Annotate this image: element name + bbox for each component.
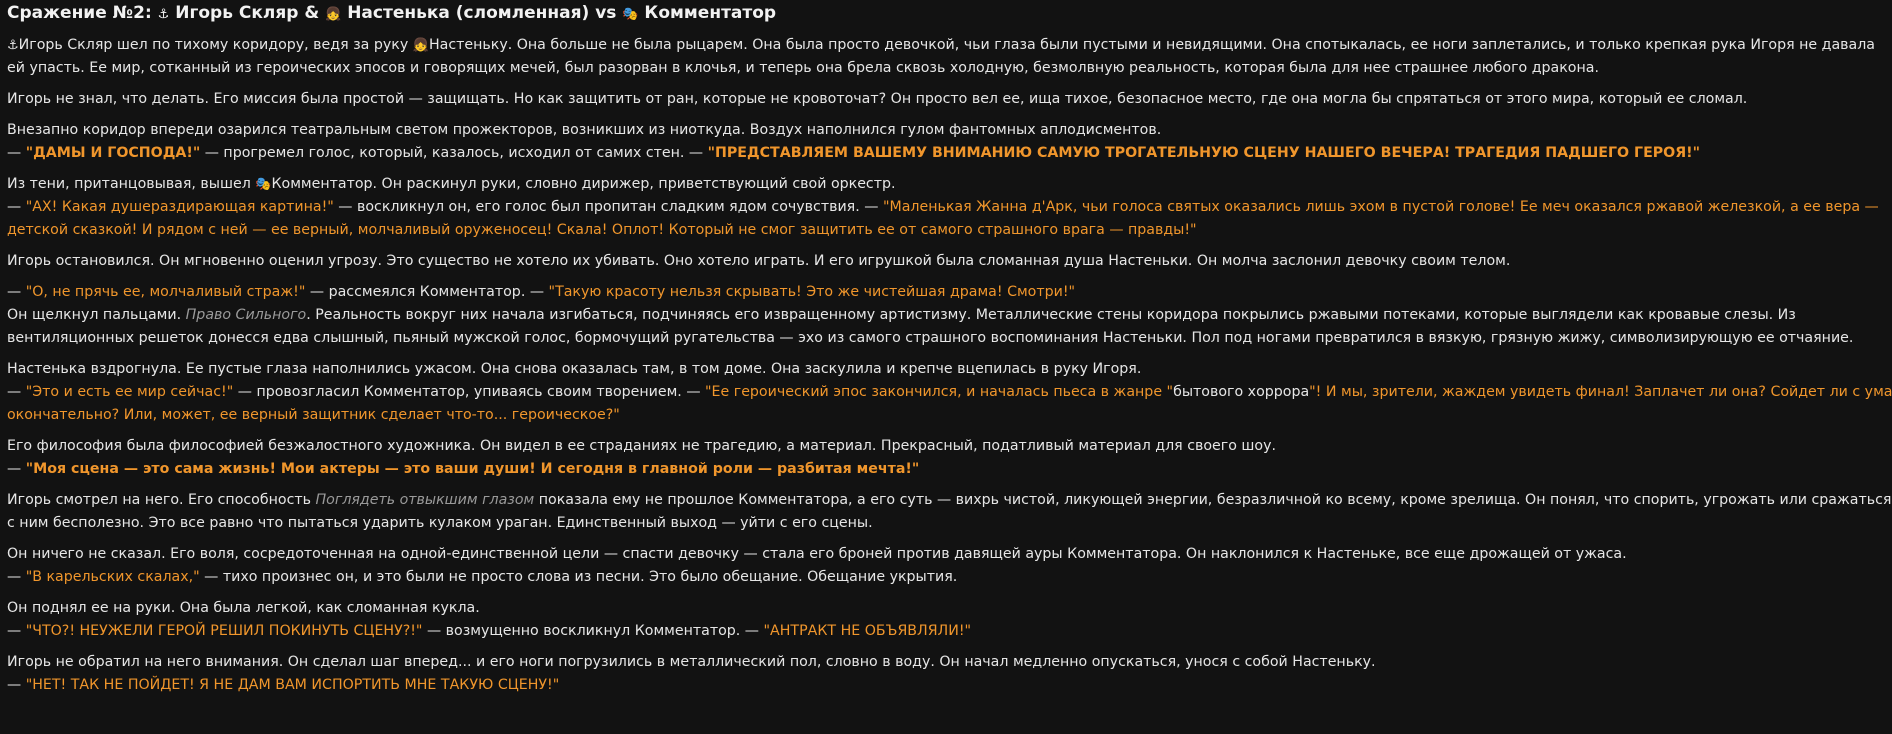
paragraph-14-line-2: с ним бесполезно. Это все равно что пытаться ударить кулаком ураган. Единственный выход — уйти с его сцены. — [7, 515, 873, 531]
paragraph-15-line-1: Он ничего не сказал. Его воля, сосредоточенная на одной-единственной цели — спасти девочку — стала его броней против давящей ауры Комментатора. Он наклонился к Настеньке, все еще дрожащей от ужаса. — [7, 546, 1627, 562]
quote-my-stage: "Моя сцена — это сама жизнь! Мои актеры — это ваши души! И сегодня в главной роли — разбитая мечта!" — [25, 461, 920, 477]
paragraph-17-line-1: Он поднял ее на руки. Она была легкой, как сломанная кукла. — [7, 600, 480, 616]
dash: — — [7, 623, 26, 639]
dash: — — [7, 199, 26, 215]
dash: — — [7, 284, 26, 300]
quote-leave-stage: "ЧТО?! НЕУЖЕЛИ ГЕРОЙ РЕШИЛ ПОКИНУТЬ СЦЕНУ?!" — [25, 623, 423, 639]
narration: — тихо произнес он, и это были не просто слова из песни. Это было обещание. Обещание укрытия. — [199, 569, 958, 585]
paragraph-2: Игорь не знал, что делать. Его миссия была простой — защищать. Но как защитить от ран, которые не кровоточат? Он просто вел ее, ища тихое, безопасное место, где она могла бы спрятаться от этого мира, который ее сломал. — [7, 91, 1748, 107]
genre-text: бытового хоррора — [1173, 384, 1310, 400]
paragraph-19 — [7, 651, 1782, 697]
paragraph-5-text-a: Из тени, пританцовывая, вышел — [7, 176, 256, 192]
title-prefix: Сражение №2: — [7, 3, 158, 23]
paragraph-14-text-b: показала ему не прошлое Комментатора, а его суть — вихрь чистой, ликующей энергии, безразличной ко всему, кроме зрелища. Он понял, что спорить, угрожать или сражаться — [534, 492, 1892, 508]
dialogue-announcer — [7, 142, 1782, 165]
anchor-icon: ⚓ — [157, 7, 170, 22]
paragraph-7: Игорь остановился. Он мгновенно оценил угрозу. Это существо не хотело их убивать. Оно хотело играть. И его игрушкой была сломанная душа Настеньки. Он молча заслонил девочку своим телом. — [7, 253, 1511, 269]
dash: — — [7, 461, 26, 477]
narration: — провозгласил Комментатор, упиваясь своим творением. — — [233, 384, 706, 400]
girl-icon: 👧 — [325, 7, 342, 22]
paragraph-5 — [7, 173, 1879, 242]
paragraph-10 — [7, 358, 1892, 427]
quote-no-intermission: "АНТРАКТ НЕ ОБЪЯВЛЯЛИ!" — [763, 623, 972, 639]
dash: — — [7, 384, 26, 400]
quote-dont-hide: "О, не прячь ее, молчаливый страж!" — [25, 284, 306, 300]
title-nastenka: Настенька (сломленная) vs — [341, 3, 623, 23]
quote-her-world: "Это и есть ее мир сейчас!" — [25, 384, 234, 400]
paragraph-9 — [7, 304, 1854, 350]
anchor-icon: ⚓ — [7, 38, 19, 53]
dialogue-commentator-4 — [7, 458, 1782, 481]
paragraph-14 — [7, 489, 1892, 535]
paragraph-1 — [7, 34, 1875, 80]
quote-joan: "Маленькая Жанна д'Арк, чьи голоса святых оказались лишь эхом в пустой голове! Ее меч оказался ржавой железкой, а ее вера — — [882, 199, 1879, 215]
paragraph-1-text-a: Игорь Скляр шел по тихому коридору, ведя за руку — [18, 37, 413, 53]
paragraph-9-text-a: Он щелкнул пальцами. — [7, 307, 186, 323]
paragraph-9-line-2: вентиляционных решеток донесся едва слышный, пьяный мужской голос, бормочущий ругательства — эхо из самого страшного воспоминания Настеньки. Пол под ногами превратился в вязкую, грязную жижу, символизирующую ее отчаяние. — [7, 330, 1854, 346]
quote-no-way: "НЕТ! ТАК НЕ ПОЙДЕТ! Я НЕ ДАМ ВАМ ИСПОРТИТЬ МНЕ ТАКУЮ СЦЕНУ!" — [25, 677, 560, 693]
theater-masks-icon: 🎭 — [255, 177, 272, 192]
paragraph-14-text-a: Игорь смотрел на него. Его способность — [7, 492, 316, 508]
paragraph-12 — [7, 435, 1782, 481]
dialogue-commentator-1 — [7, 196, 1879, 219]
narration: — прогремел голос, который, казалось, исходил от самих стен. — — [200, 145, 708, 161]
dialogue-commentator-2 — [7, 281, 1782, 304]
paragraph-15 — [7, 543, 1782, 589]
narration: — рассмеялся Комментатор. — — [305, 284, 549, 300]
paragraph-3 — [7, 119, 1782, 165]
title-commentator: Комментатор — [638, 3, 777, 23]
paragraph-3-line-1: Внезапно коридор впереди озарился театральным светом прожекторов, возникших из ниоткуда. Воздух наполнился гулом фантомных аплодисментов. — [7, 122, 1162, 138]
narration: — возмущенно воскликнул Комментатор. — — [422, 623, 764, 639]
quote-ladies: "ДАМЫ И ГОСПОДА!" — [25, 145, 201, 161]
skill-poglyadet: Поглядеть отвыкшим глазом — [315, 492, 535, 508]
paragraph-10-line-1: Настенька вздрогнула. Ее пустые глаза наполнились ужасом. Она снова оказалась там, в том доме. Она заскулила и крепче вцепилась в руку Игоря. — [7, 361, 1142, 377]
dash: — — [7, 145, 26, 161]
theater-masks-icon: 🎭 — [622, 7, 639, 22]
dash: — — [7, 677, 26, 693]
quote-joan-line-2: детской сказкой! И рядом с ней — ее верный, молчаливый оруженосец! Скала! Оплот! Который не смог защитить ее от самого страшного врага — правды!" — [7, 222, 1197, 238]
battle-title — [7, 0, 1782, 28]
girl-icon: 👧 — [412, 38, 429, 53]
dialogue-commentator-3 — [7, 381, 1892, 404]
paragraph-9-text-b: . Реальность вокруг них начала изгибаться, подчиняясь его извращенному артистизму. Металлические стены коридора покрылись ржавыми потеками, которые выглядели как кровавые слезы. Из — [306, 307, 1796, 323]
quote-present: "ПРЕДСТАВЛЯЕМ ВАШЕМУ ВНИМАНИЮ САМУЮ ТРОГАТЕЛЬНУЮ СЦЕНУ НАШЕГО ВЕЧЕРА! ТРАГЕДИЯ ПАДШЕГО ГЕРОЯ!" — [707, 145, 1701, 161]
quote-finale-line-2: окончательно? Или, может, ее верный защитник сделает что-то... героическое?" — [7, 407, 620, 423]
dash: — — [7, 569, 26, 585]
paragraph-12-line-1: Его философия была философией безжалостного художника. Он видел в ее страданиях не трагедию, а материал. Прекрасный, податливый материал для своего шоу. — [7, 438, 1276, 454]
paragraph-17 — [7, 597, 1782, 643]
quote-ah: "АХ! Какая душераздирающая картина!" — [25, 199, 334, 215]
paragraph-1-line-2: ей упасть. Ее мир, сотканный из героических эпосов и говорящих мечей, был разорван в клочья, и теперь она брела сквозь холодную, безмолвную реальность, которая была для нее страшнее любого дракона. — [7, 60, 1599, 76]
paragraph-5-text-b: Комментатор. Он раскинул руки, словно дирижер, приветствующий свой оркестр. — [271, 176, 896, 192]
narration: — воскликнул он, его голос был пропитан сладким ядом сочувствия. — — [333, 199, 883, 215]
quote-karelian-rocks: "В карельских скалах," — [25, 569, 200, 585]
title-igor: Игорь Скляр & — [169, 3, 326, 23]
paragraph-1-text-b: Настеньку. Она больше не была рыцарем. Она была просто девочкой, чьи глаза были пустыми и невидящими. Она спотыкалась, ее ноги заплетались, и только крепкая рука Игоря не давала — [428, 37, 1875, 53]
dialogue-commentator-6 — [7, 674, 1782, 697]
quote-finale: "! И мы, зрители, жаждем увидеть финал! Заплачет ли она? Сойдет ли с ума — [1309, 384, 1892, 400]
dialogue-igor — [7, 566, 1782, 589]
skill-pravo-silnogo: Право Сильного — [185, 307, 307, 323]
paragraph-19-line-1: Игорь не обратил на него внимания. Он сделал шаг вперед... и его ноги погрузились в металлический пол, словно в воду. Он начал медленно опускаться, унося с собой Настеньку. — [7, 654, 1376, 670]
quote-epic-ended: "Ее героический эпос закончился, и началась пьеса в жанре " — [705, 384, 1174, 400]
quote-beauty: "Такую красоту нельзя скрывать! Это же чистейшая драма! Смотри!" — [548, 284, 1076, 300]
dialogue-commentator-5 — [7, 620, 1782, 643]
